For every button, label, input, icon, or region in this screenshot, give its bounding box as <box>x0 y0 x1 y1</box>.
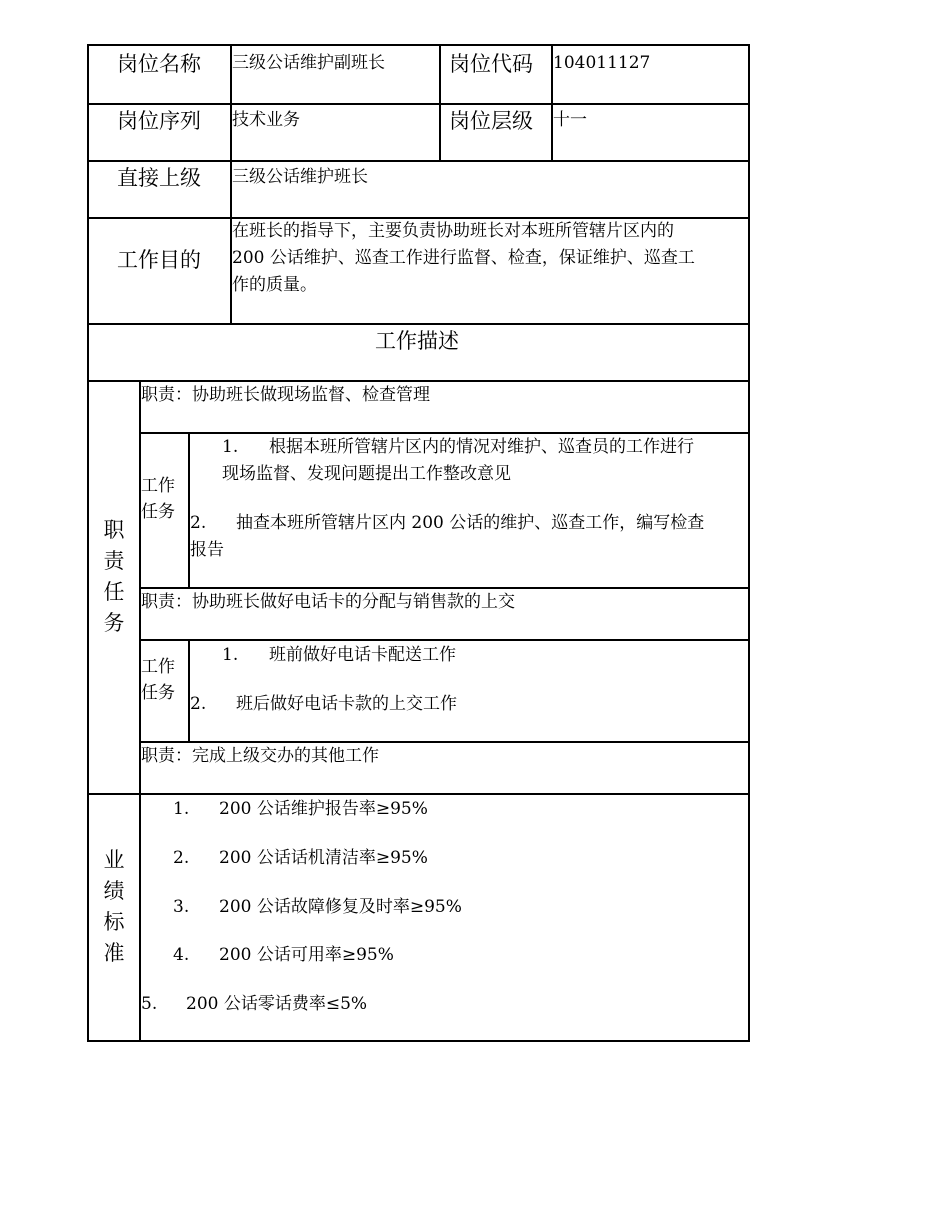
standards-label: 业绩标准 <box>103 848 125 965</box>
standard-number: 1. <box>173 799 190 819</box>
post-series-label: 岗位序列 <box>117 109 201 133</box>
task-text: 现场监督、发现问题提出工作整改意见 <box>222 464 511 484</box>
task-number: 2. <box>190 513 207 533</box>
standard-number: 5. <box>141 994 158 1014</box>
post-code-label: 岗位代码 <box>449 52 533 76</box>
task-text: 抽查本班所管辖片区内 200 公话的维护、巡查工作，编写检查 <box>236 513 705 533</box>
post-level-label: 岗位层级 <box>449 109 533 133</box>
supervisor-value: 三级公话维护班长 <box>232 167 368 187</box>
task-label: 工作任务 <box>141 476 175 522</box>
post-name-value: 三级公话维护副班长 <box>232 53 385 73</box>
task-text: 班前做好电话卡配送工作 <box>269 645 456 665</box>
standard-text: 200 公话话机清洁率≥95% <box>219 848 428 868</box>
standard-text: 200 公话故障修复及时率≥95% <box>219 897 462 917</box>
purpose-line: 在班长的指导下，主要负责协助班长对本班所管辖片区内的 <box>232 221 674 241</box>
post-series-value: 技术业务 <box>232 110 300 130</box>
post-level-value: 十一 <box>553 110 587 130</box>
section-title: 工作描述 <box>375 329 459 353</box>
supervisor-label: 直接上级 <box>117 166 201 190</box>
standard-number: 4. <box>173 945 190 965</box>
standard-number: 3. <box>173 897 190 917</box>
purpose-label: 工作目的 <box>117 248 201 272</box>
purpose-line: 200 公话维护、巡查工作进行监督、检查，保证维护、巡查工 <box>232 248 695 268</box>
standard-text: 200 公话可用率≥95% <box>219 945 394 965</box>
task-number: 1. <box>222 437 239 457</box>
duty-heading: 职责：完成上级交办的其他工作 <box>141 746 379 766</box>
task-text: 报告 <box>190 540 224 560</box>
task-number: 2. <box>190 694 207 714</box>
standard-text: 200 公话维护报告率≥95% <box>219 799 428 819</box>
task-text: 班后做好电话卡款的上交工作 <box>236 694 457 714</box>
duty-heading: 职责：协助班长做现场监督、检查管理 <box>141 385 430 405</box>
duties-label: 职责任务 <box>103 518 125 635</box>
post-name-label: 岗位名称 <box>117 52 201 76</box>
standard-text: 200 公话零话费率≤5% <box>186 994 368 1014</box>
post-code-value: 104011127 <box>553 53 651 73</box>
task-label: 工作任务 <box>141 657 175 703</box>
task-text: 根据本班所管辖片区内的情况对维护、巡查员的工作进行 <box>269 437 694 457</box>
purpose-line: 作的质量。 <box>232 275 317 295</box>
standard-number: 2. <box>173 848 190 868</box>
duty-heading: 职责：协助班长做好电话卡的分配与销售款的上交 <box>141 592 515 612</box>
task-number: 1. <box>222 645 239 665</box>
